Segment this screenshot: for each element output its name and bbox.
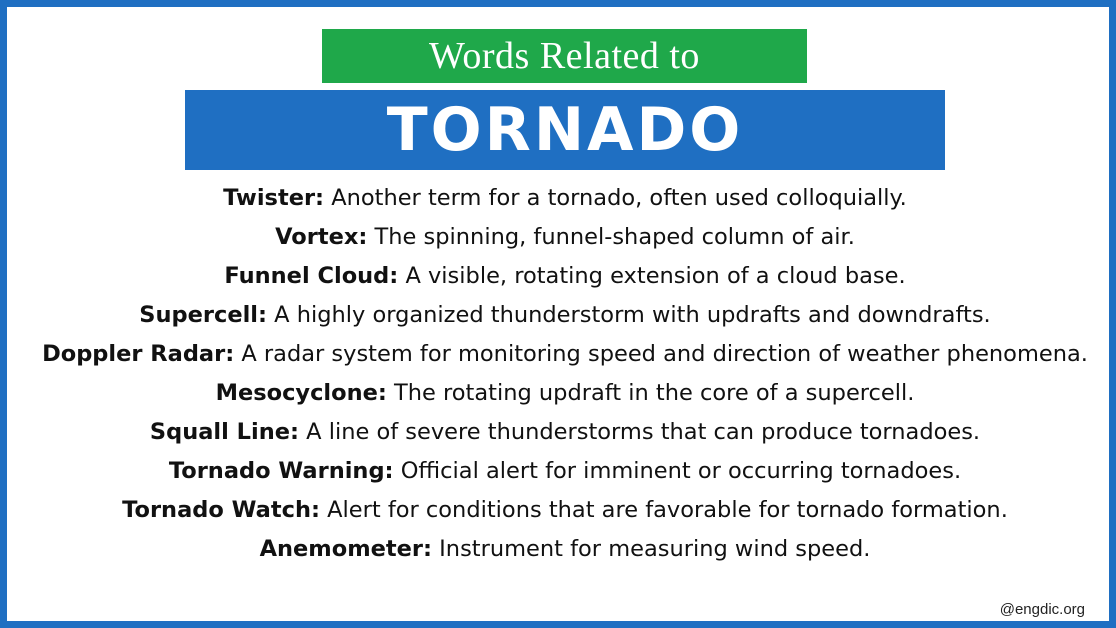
term-item-funnel-cloud xyxy=(27,257,1103,296)
term-word: Tornado Watch: xyxy=(122,497,320,523)
term-definition: Another term for a tornado, often used colloquially. xyxy=(324,185,907,211)
term-word: Mesocyclone: xyxy=(215,380,387,406)
term-definition: The spinning, funnel-shaped column of air. xyxy=(367,224,855,250)
term-definition: A highly organized thunderstorm with updrafts and downdrafts. xyxy=(267,302,991,328)
title-banner xyxy=(185,90,945,170)
page-title: TORNADO xyxy=(386,95,744,165)
term-definition: Official alert for imminent or occurring tornadoes. xyxy=(393,458,962,484)
term-word: Tornado Warning: xyxy=(168,458,394,484)
term-definition: A line of severe thunderstorms that can produce tornadoes. xyxy=(299,419,981,445)
term-item-anemometer xyxy=(27,530,1103,569)
term-item-mesocyclone xyxy=(27,374,1103,413)
term-definition: The rotating updraft in the core of a supercell. xyxy=(386,380,915,406)
term-word: Anemometer: xyxy=(259,536,433,562)
term-item-tornado-warning xyxy=(27,452,1103,491)
term-item-twister xyxy=(27,179,1103,218)
term-item-doppler-radar xyxy=(27,335,1103,374)
term-word: Vortex: xyxy=(275,224,368,250)
term-item-vortex xyxy=(27,218,1103,257)
term-item-squall-line xyxy=(27,413,1103,452)
term-word: Squall Line: xyxy=(149,419,299,445)
terms-list xyxy=(27,179,1103,569)
term-word: Funnel Cloud: xyxy=(224,263,399,289)
site-credit: @engdic.org xyxy=(999,601,1085,618)
term-definition: A visible, rotating extension of a cloud base. xyxy=(398,263,906,289)
term-definition: Alert for conditions that are favorable for tornado formation. xyxy=(319,497,1008,523)
term-item-supercell xyxy=(27,296,1103,335)
subtitle-text: Words Related to xyxy=(429,35,700,77)
subtitle-banner xyxy=(322,29,807,83)
term-word: Doppler Radar: xyxy=(42,341,235,367)
term-item-tornado-watch xyxy=(27,491,1103,530)
term-definition: Instrument for measuring wind speed. xyxy=(432,536,871,562)
term-definition: A radar system for monitoring speed and direction of weather phenomena. xyxy=(234,341,1088,367)
term-word: Supercell: xyxy=(139,302,268,328)
term-word: Twister: xyxy=(223,185,325,211)
